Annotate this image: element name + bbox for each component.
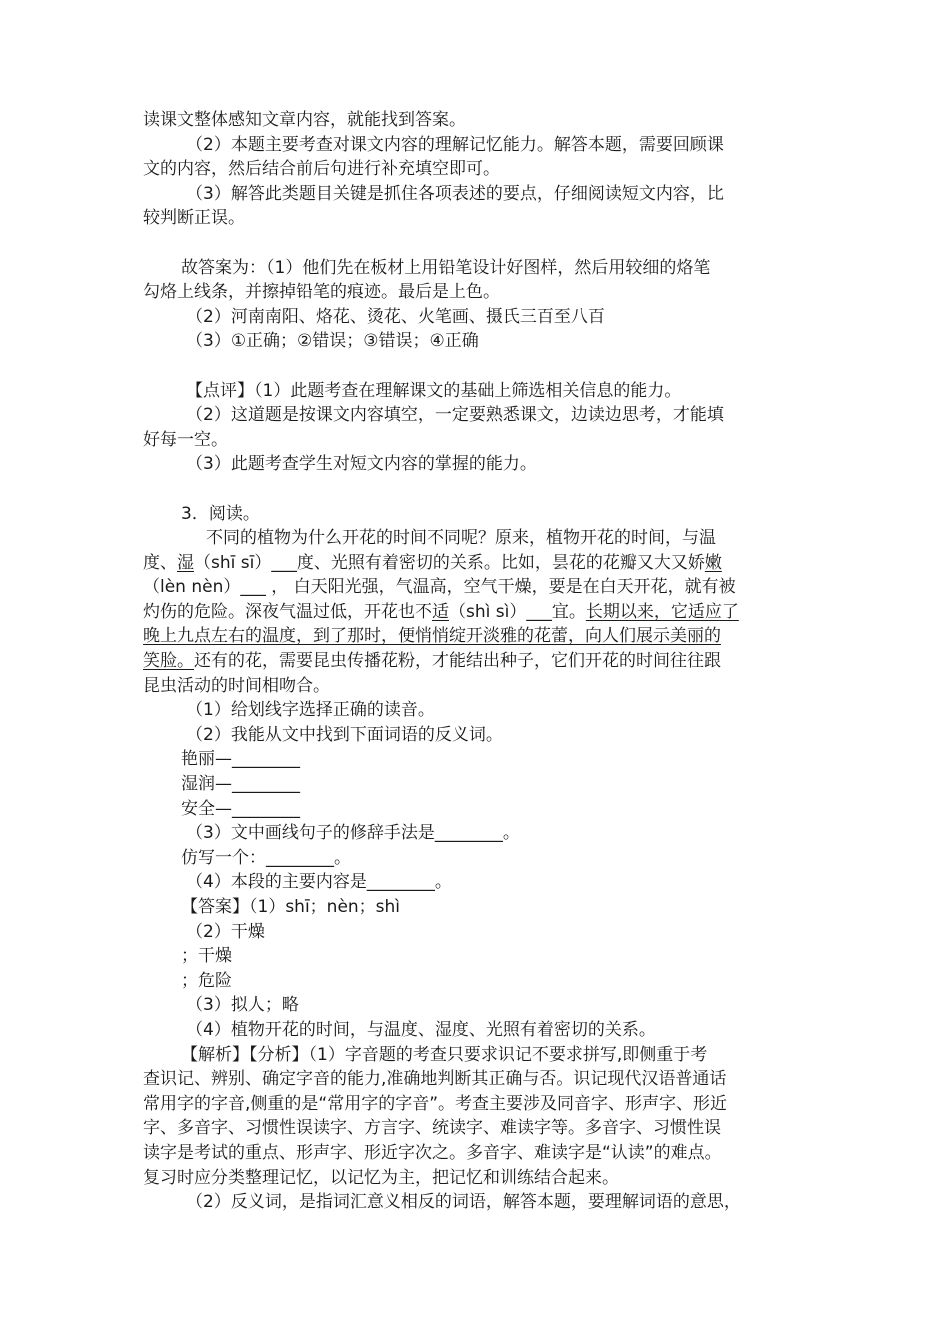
passage-line	[143, 600, 808, 625]
passage-line	[143, 649, 808, 674]
spacer	[143, 477, 808, 502]
analysis-line: 较判断正误。	[143, 208, 245, 229]
spacer	[143, 231, 808, 256]
answer-line: （2）河南南阳、烙花、烫花、火笔画、摄氏三百至八百	[186, 306, 605, 327]
answer-line: 故答案为：（1）他们先在板材上用铅笔设计好图样，然后用较细的烙笔	[181, 257, 711, 278]
analysis-line: （2）反义词，是指词汇意义相反的词语，解答本题，要理解词语的意思，	[186, 1192, 741, 1213]
antonym-item	[143, 747, 808, 772]
analysis-line: （3）解答此类题目关键是抓住各项表述的要点，仔细阅读短文内容，比	[186, 183, 724, 204]
sub-question: （2）我能从文中找到下面词语的反义词。	[186, 724, 503, 745]
antonym-blank: ________	[232, 774, 300, 795]
answer-line: ；干燥	[181, 946, 232, 967]
underlined-sentence: 晚上九点左右的温度，到了那时，便悄悄绽开淡雅的花蕾，向人们展示美丽的	[143, 626, 721, 647]
antonym-item	[143, 797, 808, 822]
answer-line: （3）拟人；略	[186, 995, 299, 1016]
underlined-char: 嫩	[704, 552, 722, 573]
analysis-line: 读字是考试的重点、形声字、形近字次之。多音字、难读字是“认读”的难点。	[143, 1142, 722, 1163]
sub-question: （3）文中画线句子的修辞手法是________。	[186, 823, 520, 844]
underlined-char: 适	[432, 601, 449, 622]
antonym-word: 安全—	[181, 798, 232, 819]
passage-text: （shī sī）___度、光照有着密切的关系。比如，昙花的花瓣又大又娇	[194, 552, 705, 573]
comment-line: 【点评】（1）此题考查在理解课文的基础上筛选相关信息的能力。	[186, 380, 682, 401]
passage-line	[143, 551, 808, 576]
antonym-blank: ________	[232, 749, 300, 770]
comment-line: 好每一空。	[143, 429, 228, 450]
underlined-sentence: 长期以来，它适应了	[585, 601, 739, 622]
answer-line: 勾烙上线条，并擦掉铅笔的痕迹。最后是上色。	[143, 282, 500, 303]
passage-line: 不同的植物为什么开花的时间不同呢？原来，植物开花的时间，与温	[206, 528, 716, 549]
sub-question: （1）给划线字选择正确的读音。	[186, 700, 435, 721]
analysis-line: 【解析】【分析】（1）字音题的考查只要求识记不要求拼写,即侧重于考	[181, 1044, 708, 1065]
spacer	[143, 354, 808, 379]
underlined-char: 湿	[177, 552, 194, 573]
analysis-line: 读课文整体感知文章内容，就能找到答案。	[143, 110, 466, 130]
analysis-line: 查识记、辨别、确定字音的能力,准确地判断其正确与否。识记现代汉语普通话	[143, 1069, 727, 1090]
antonym-word: 艳丽—	[181, 749, 232, 770]
comment-line: （2）这道题是按课文内容填空，一定要熟悉课文，边读边思考，才能填	[186, 405, 724, 426]
passage-text: （shì sì）___宜。	[449, 601, 586, 622]
analysis-line: 字、多音字、习惯性误读字、方言字、统读字、难读字等。多音字、习惯性误	[143, 1118, 721, 1139]
analysis-line: 文的内容，然后结合前后句进行补充填空即可。	[143, 159, 500, 180]
passage-line: 昆虫活动的时间相吻合。	[143, 675, 330, 696]
analysis-line: 常用字的字音,侧重的是“常用字的字音”。考查主要涉及同音字、形声字、形近	[143, 1093, 728, 1114]
analysis-line: （2）本题主要考查对课文内容的理解记忆能力。解答本题，需要回顾课	[186, 134, 724, 155]
answer-line: ；危险	[181, 970, 232, 991]
underlined-sentence: 笑脸。	[143, 651, 194, 672]
answer-line: （2）干燥	[186, 921, 265, 942]
document-page	[143, 108, 808, 1215]
antonym-word: 湿润—	[181, 774, 232, 795]
answer-line: 【答案】（1）shī；nèn；shì	[181, 897, 401, 917]
antonym-item	[143, 772, 808, 797]
passage-line: （lèn nèn）___ ， 白天阳光强，气温高，空气干燥，要是在白天开花，就有被	[143, 577, 736, 598]
answer-line: （3）①正确；②错误；③错误；④正确	[186, 331, 479, 352]
sub-question: 仿写一个：________。	[181, 847, 351, 868]
analysis-line: 复习时应分类整理记忆，以记忆为主，把记忆和训练结合起来。	[143, 1167, 619, 1188]
antonym-blank: ________	[232, 798, 300, 819]
passage-text: 度、	[143, 552, 177, 573]
question-heading: 3．阅读。	[181, 503, 260, 524]
sub-question: （4）本段的主要内容是________。	[186, 872, 452, 893]
comment-line: （3）此题考查学生对短文内容的掌握的能力。	[186, 454, 537, 475]
passage-text: 灼伤的危险。深夜气温过低，开花也不	[143, 601, 432, 622]
answer-line: （4）植物开花的时间，与温度、湿度、光照有着密切的关系。	[186, 1019, 656, 1040]
passage-text: 还有的花，需要昆虫传播花粉，才能结出种子，它们开花的时间往往跟	[194, 651, 721, 672]
